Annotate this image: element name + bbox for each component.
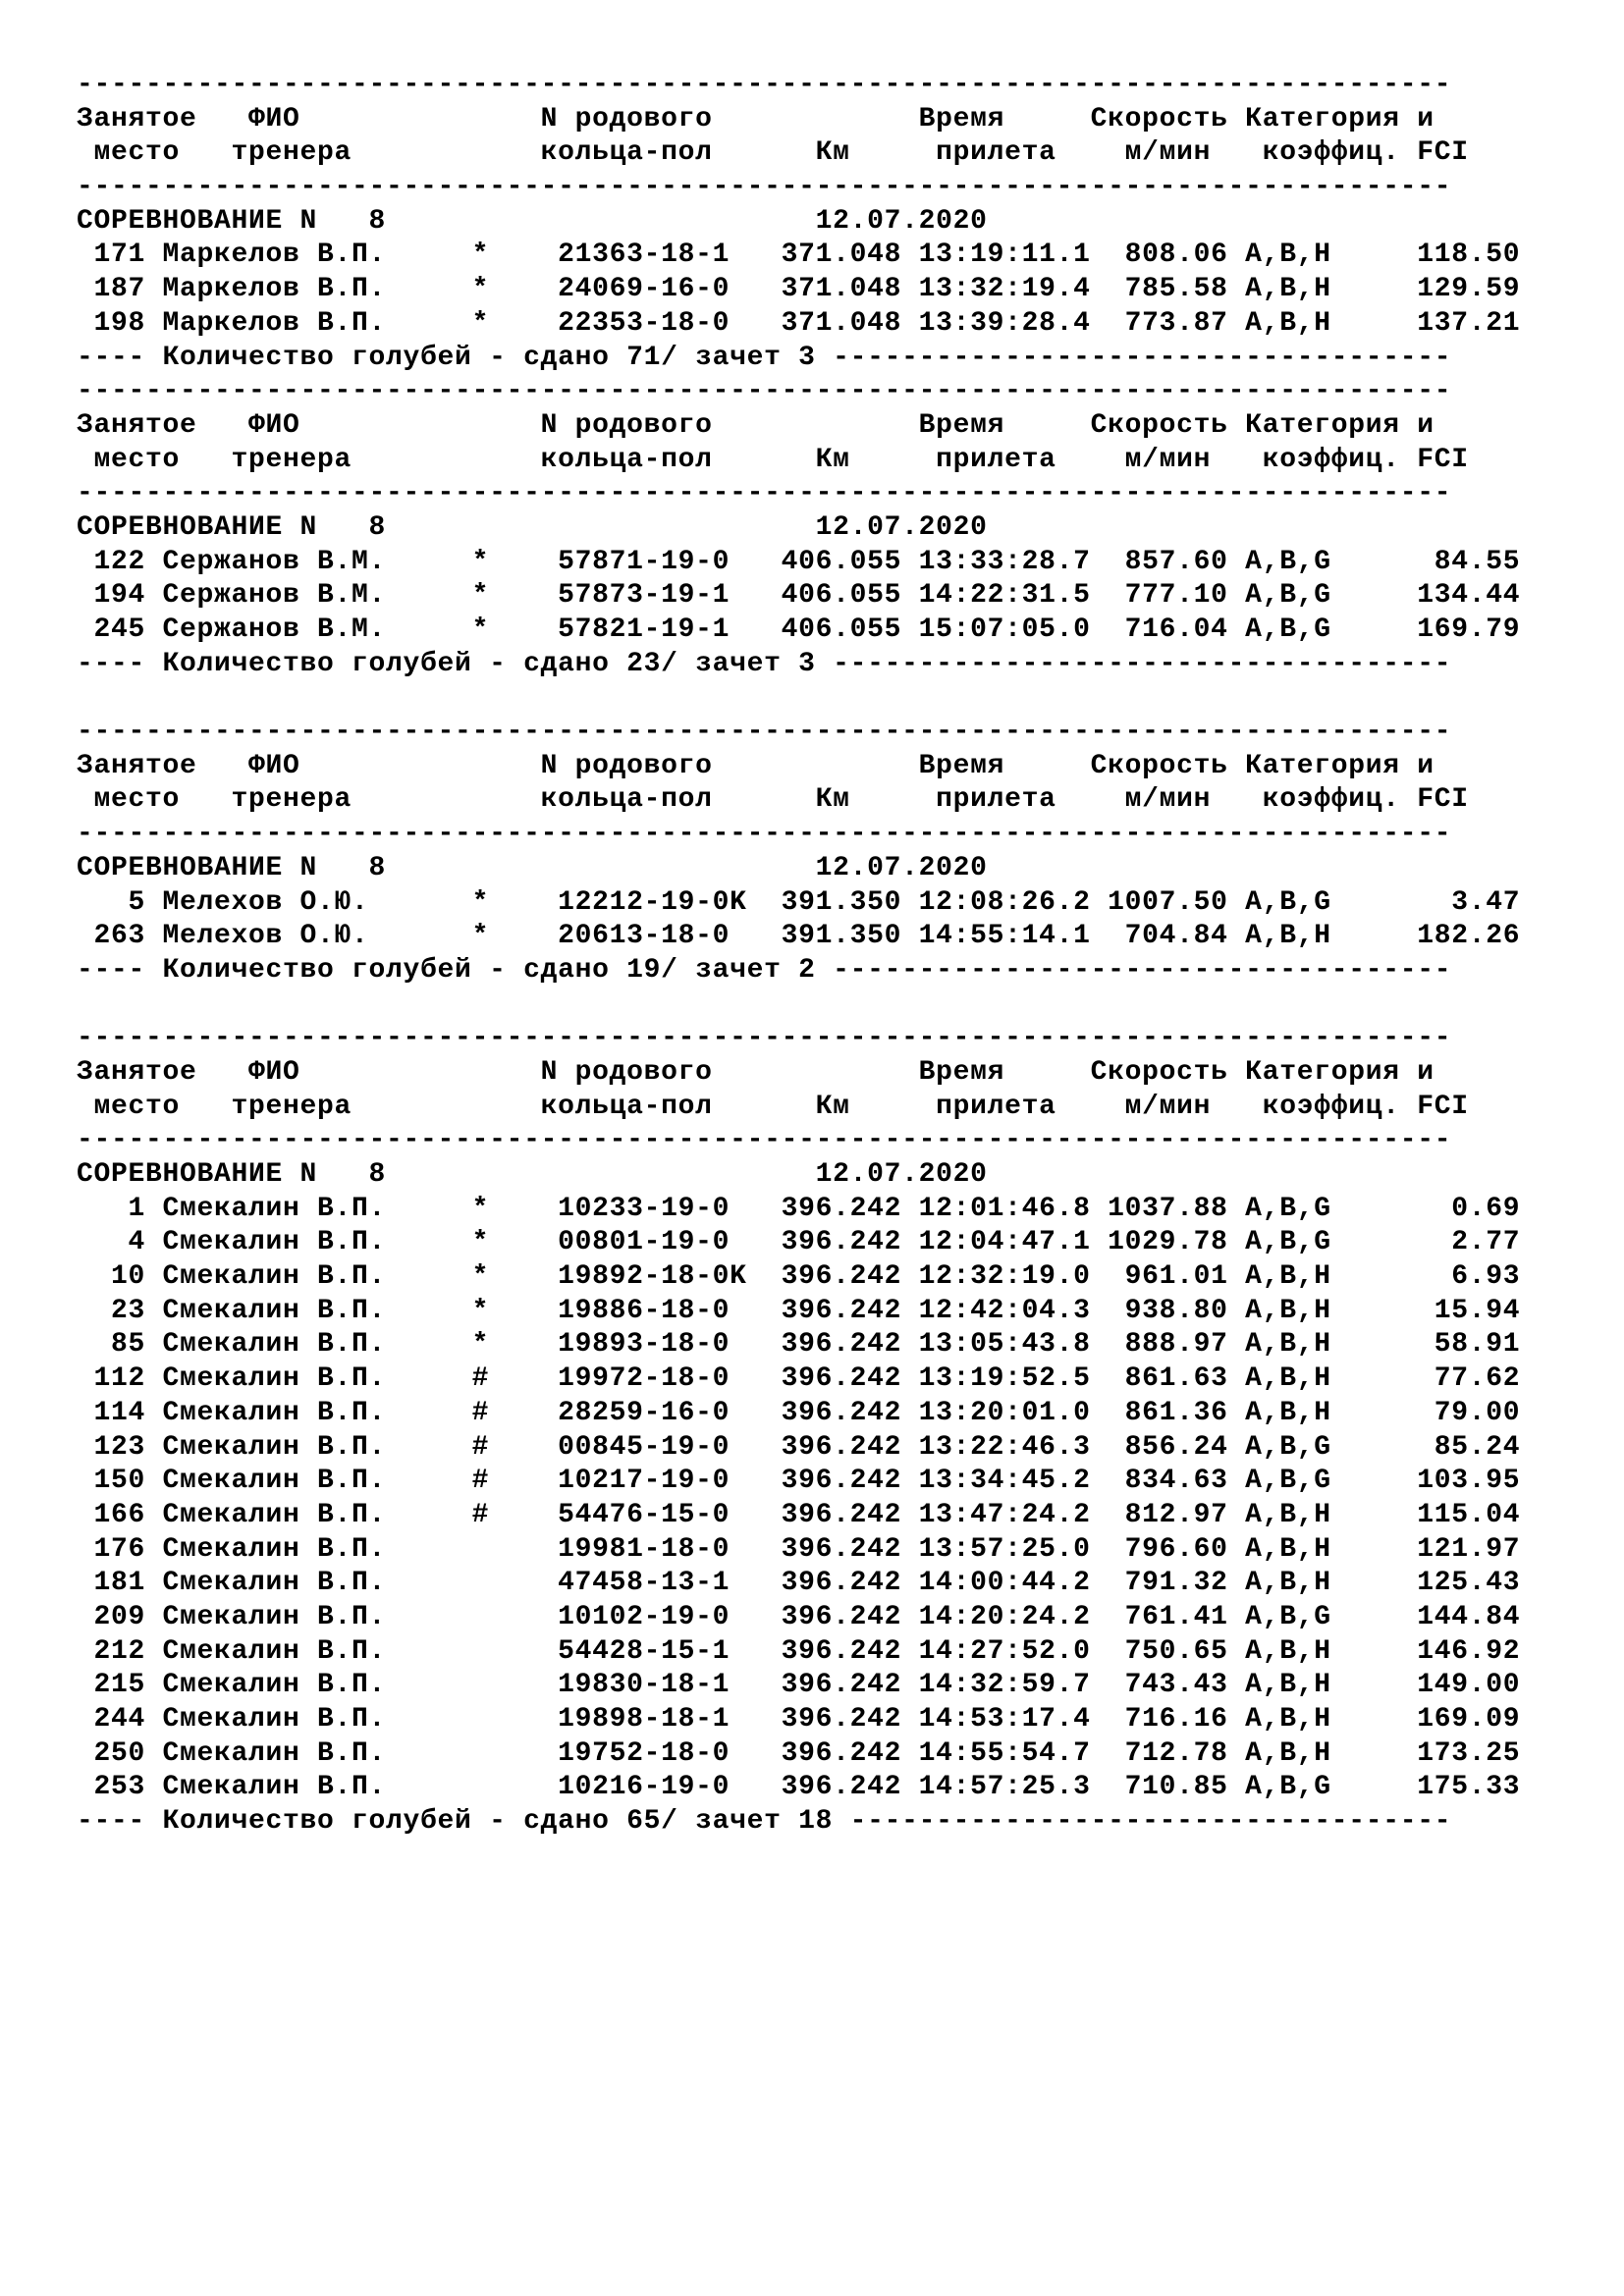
result-row: 171 Маркелов В.П. * 21363-18-1 371.048 13:19:11.1 808.06 A,B,H 118.50	[77, 240, 1521, 271]
result-row: 212 Смекалин В.П. 54428-15-1 396.242 14:27:52.0 750.65 A,B,H 146.92	[77, 1635, 1521, 1667]
result-row: 198 Маркелов В.П. * 22353-18-0 371.048 13:39:28.4 773.87 A,B,H 137.21	[77, 307, 1521, 339]
result-row: 122 Сержанов В.М. * 57871-19-0 406.055 13:33:28.7 857.60 A,B,G 84.55	[77, 546, 1521, 577]
result-row: 123 Смекалин В.П. # 00845-19-0 396.242 13:22:46.3 856.24 A,B,G 85.24	[77, 1431, 1521, 1463]
result-row: 10 Смекалин В.П. * 19892-18-0K 396.242 12:32:19.0 961.01 A,B,H 6.93	[77, 1261, 1521, 1293]
competition-title: СОРЕВНОВАНИЕ N 8 12.07.2020	[77, 852, 988, 883]
result-row: 245 Сержанов В.М. * 57821-19-1 406.055 15:07:05.0 716.04 A,B,G 169.79	[77, 614, 1521, 645]
column-header-row-1: Занятое ФИО N родового Время Скорость Категория и	[77, 1056, 1435, 1088]
results-section-serzhanov	[77, 375, 1520, 716]
separator-line: --------------------------------------------------------------------------------	[77, 172, 1452, 203]
separator-line: --------------------------------------------------------------------------------	[77, 478, 1452, 509]
result-row: 253 Смекалин В.П. 10216-19-0 396.242 14:57:25.3 710.85 A,B,G 175.33	[77, 1772, 1521, 1803]
results-section-melekhov	[77, 716, 1520, 1022]
competition-title: СОРЕВНОВАНИЕ N 8 12.07.2020	[77, 1159, 988, 1190]
result-row: 194 Сержанов В.М. * 57873-19-1 406.055 14:22:31.5 777.10 A,B,G 134.44	[77, 580, 1521, 612]
result-row: 150 Смекалин В.П. # 10217-19-0 396.242 13:34:45.2 834.63 A,B,G 103.95	[77, 1466, 1521, 1497]
blank-line	[77, 988, 1520, 1023]
blank-line	[77, 681, 1520, 716]
separator-line: --------------------------------------------------------------------------------	[77, 1125, 1452, 1156]
results-section-markelov	[77, 69, 1520, 375]
result-row: 244 Смекалин В.П. 19898-18-1 396.242 14:53:17.4 716.16 A,B,H 169.09	[77, 1704, 1521, 1735]
column-header-row-1: Занятое ФИО N родового Время Скорость Категория и	[77, 103, 1435, 134]
column-header-row-2: место тренера кольца-пол Км прилета м/мин коэффиц. FCI	[77, 137, 1469, 169]
column-header-row-1: Занятое ФИО N родового Время Скорость Категория и	[77, 409, 1435, 441]
separator-line: --------------------------------------------------------------------------------	[77, 819, 1452, 850]
result-row: 23 Смекалин В.П. * 19886-18-0 396.242 12:42:04.3 938.80 A,B,H 15.94	[77, 1295, 1521, 1326]
result-row: 181 Смекалин В.П. 47458-13-1 396.242 14:00:44.2 791.32 A,B,H 125.43	[77, 1568, 1521, 1599]
results-section-smekalin	[77, 1022, 1520, 1840]
result-row: 263 Мелехов О.Ю. * 20613-18-0 391.350 14:55:14.1 704.84 A,B,H 182.26	[77, 921, 1521, 952]
result-row: 187 Маркелов В.П. * 24069-16-0 371.048 13:32:19.4 785.58 A,B,H 129.59	[77, 274, 1521, 305]
separator-line: --------------------------------------------------------------------------------	[77, 717, 1452, 748]
result-row: 1 Смекалин В.П. * 10233-19-0 396.242 12:01:46.8 1037.88 A,B,G 0.69	[77, 1193, 1521, 1224]
result-row: 215 Смекалин В.П. 19830-18-1 396.242 14:32:59.7 743.43 A,B,H 149.00	[77, 1670, 1521, 1701]
separator-line: --------------------------------------------------------------------------------	[77, 1023, 1452, 1054]
result-row: 5 Мелехов О.Ю. * 12212-19-0K 391.350 12:08:26.2 1007.50 A,B,G 3.47	[77, 886, 1521, 918]
column-header-row-2: место тренера кольца-пол Км прилета м/мин коэффиц. FCI	[77, 1091, 1469, 1122]
section-summary: ---- Количество голубей - сдано 23/ зачет 3 ------------------------------------	[77, 648, 1452, 679]
section-summary: ---- Количество голубей - сдано 19/ зачет 2 ------------------------------------	[77, 954, 1452, 986]
result-row: 114 Смекалин В.П. # 28259-16-0 396.242 13:20:01.0 861.36 A,B,H 79.00	[77, 1397, 1521, 1428]
result-row: 209 Смекалин В.П. 10102-19-0 396.242 14:20:24.2 761.41 A,B,G 144.84	[77, 1601, 1521, 1632]
result-row: 176 Смекалин В.П. 19981-18-0 396.242 13:57:25.0 796.60 A,B,H 121.97	[77, 1533, 1521, 1565]
column-header-row-1: Занятое ФИО N родового Время Скорость Категория и	[77, 750, 1435, 781]
separator-line: --------------------------------------------------------------------------------	[77, 376, 1452, 407]
results-document	[77, 69, 1520, 1840]
result-row: 250 Смекалин В.П. 19752-18-0 396.242 14:55:54.7 712.78 A,B,H 173.25	[77, 1737, 1521, 1769]
result-row: 112 Смекалин В.П. # 19972-18-0 396.242 13:19:52.5 861.63 A,B,H 77.62	[77, 1363, 1521, 1395]
result-row: 4 Смекалин В.П. * 00801-19-0 396.242 12:04:47.1 1029.78 A,B,G 2.77	[77, 1227, 1521, 1258]
result-row: 85 Смекалин В.П. * 19893-18-0 396.242 13:05:43.8 888.97 A,B,H 58.91	[77, 1329, 1521, 1361]
section-summary: ---- Количество голубей - сдано 71/ зачет 3 ------------------------------------	[77, 342, 1452, 373]
separator-line: --------------------------------------------------------------------------------	[77, 70, 1452, 100]
column-header-row-2: место тренера кольца-пол Км прилета м/мин коэффиц. FCI	[77, 444, 1469, 475]
competition-title: СОРЕВНОВАНИЕ N 8 12.07.2020	[77, 511, 988, 543]
section-summary: ---- Количество голубей - сдано 65/ зачет 18 -----------------------------------	[77, 1806, 1452, 1838]
competition-title: СОРЕВНОВАНИЕ N 8 12.07.2020	[77, 205, 988, 237]
result-row: 166 Смекалин В.П. # 54476-15-0 396.242 13:47:24.2 812.97 A,B,H 115.04	[77, 1499, 1521, 1530]
column-header-row-2: место тренера кольца-пол Км прилета м/мин коэффиц. FCI	[77, 784, 1469, 816]
